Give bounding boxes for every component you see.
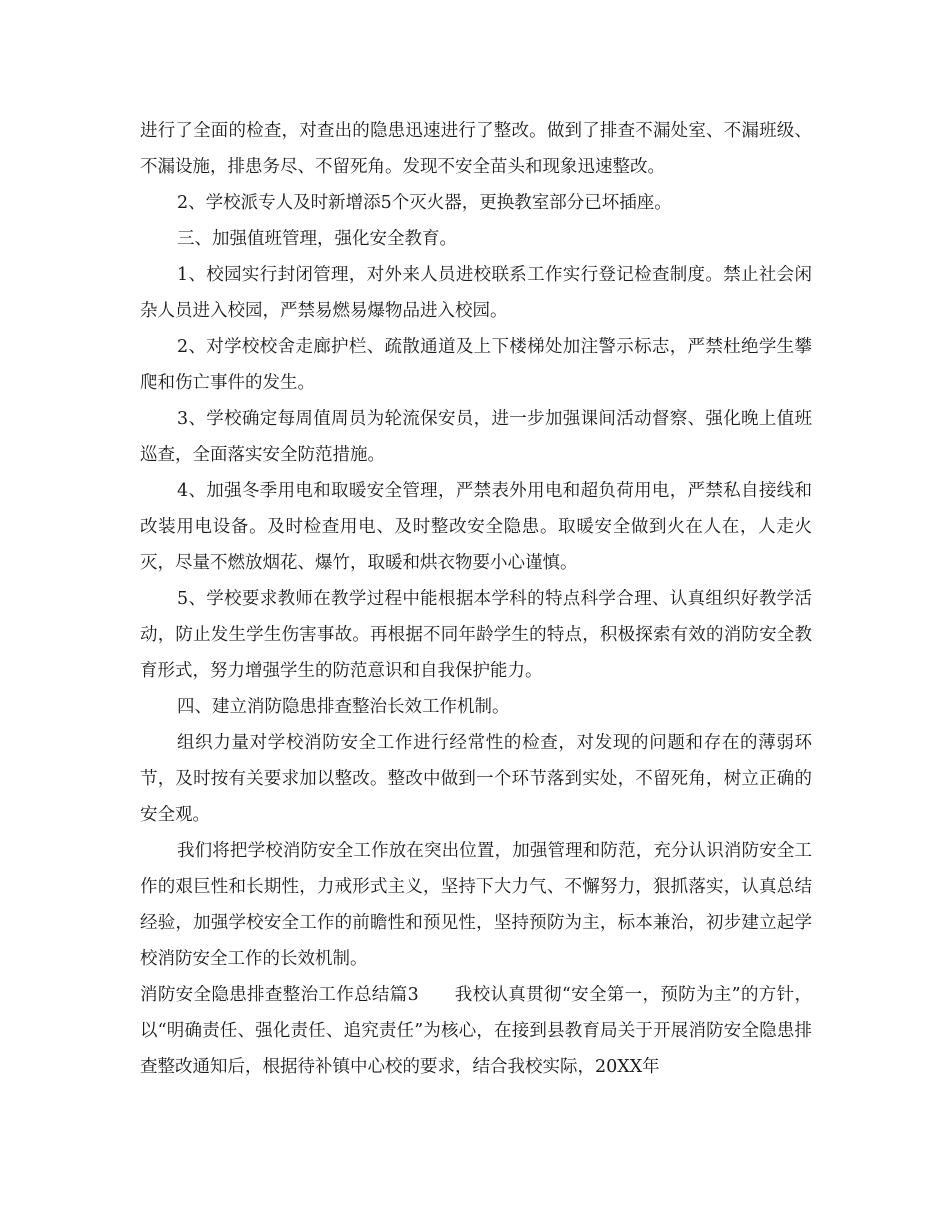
- paragraph-fire-extinguishers: 2、学校派专人及时新增添5个灭火器，更换教室部分已坏插座。: [177, 193, 672, 213]
- paragraph-winter-electricity: 4、加强冬季用电和取暖安全管理，严禁表外用电和超负荷用电，严禁私自接线和改装用电设备。及时检查用电、及时整改安全隐患。取暖安全做到火在人在，人走火灭，尽量不燃放烟花、爆竹，取暖和烘衣物要小心谨慎。: [140, 481, 812, 573]
- paragraph-summary-part-3: 消防安全隐患排查整治工作总结篇3 我校认真贯彻“安全第一，预防为主”的方针，以“明确责任、强化责任、追究责任”为核心，在接到县教育局关于开展消防安全隐患排查整改通知后，根据待补镇中心校的要求，结合我校实际，20XX年: [140, 985, 812, 1077]
- paragraph-warning-signs: 2、对学校校舍走廊护栏、疏散通道及上下楼梯处加注警示标志，严禁杜绝学生攀爬和伤亡事件的发生。: [140, 337, 812, 393]
- paragraph-regular-inspection: 组织力量对学校消防安全工作进行经常性的检查，对发现的问题和存在的薄弱环节，及时按有关要求加以整改。整改中做到一个环节落到实处，不留死角，树立正确的安全观。: [140, 733, 812, 825]
- section-heading-long-term-mechanism: 四、建立消防隐患排查整治长效工作机制。: [177, 697, 510, 717]
- paragraph-closed-campus: 1、校园实行封闭管理，对外来人员进校联系工作实行登记检查制度。禁止社会闲杂人员进入校园，严禁易燃易爆物品进入校园。: [140, 265, 812, 321]
- paragraph-teaching-safety: 5、学校要求教师在教学过程中能根据本学科的特点科学合理、认真组织好教学活动，防止发生学生伤害事故。再根据不同年龄学生的特点，积极探索有效的消防安全教育形式，努力增强学生的防范意识和自我保护能力。: [140, 589, 812, 681]
- paragraph-conclusion: 我们将把学校消防安全工作放在突出位置，加强管理和防范，充分认识消防安全工作的艰巨性和长期性，力戒形式主义，坚持下大力气、不懈努力，狠抓落实，认真总结经验，加强学校安全工作的前瞻性和预见性，坚持预防为主，标本兼治，初步建立起学校消防安全工作的长效机制。: [140, 841, 812, 969]
- paragraph-inspection-continued: 进行了全面的检查，对查出的隐患迅速进行了整改。做到了排查不漏处室、不漏班级、不漏设施，排患务尽、不留死角。发现不安全苗头和现象迅速整改。: [140, 121, 812, 177]
- paragraph-security-rotation: 3、学校确定每周值周员为轮流保安员，进一步加强课间活动督察、强化晚上值班巡查，全面落实安全防范措施。: [140, 409, 812, 465]
- section-heading-duty-management: 三、加强值班管理，强化安全教育。: [177, 229, 457, 249]
- document-body: [140, 113, 812, 1085]
